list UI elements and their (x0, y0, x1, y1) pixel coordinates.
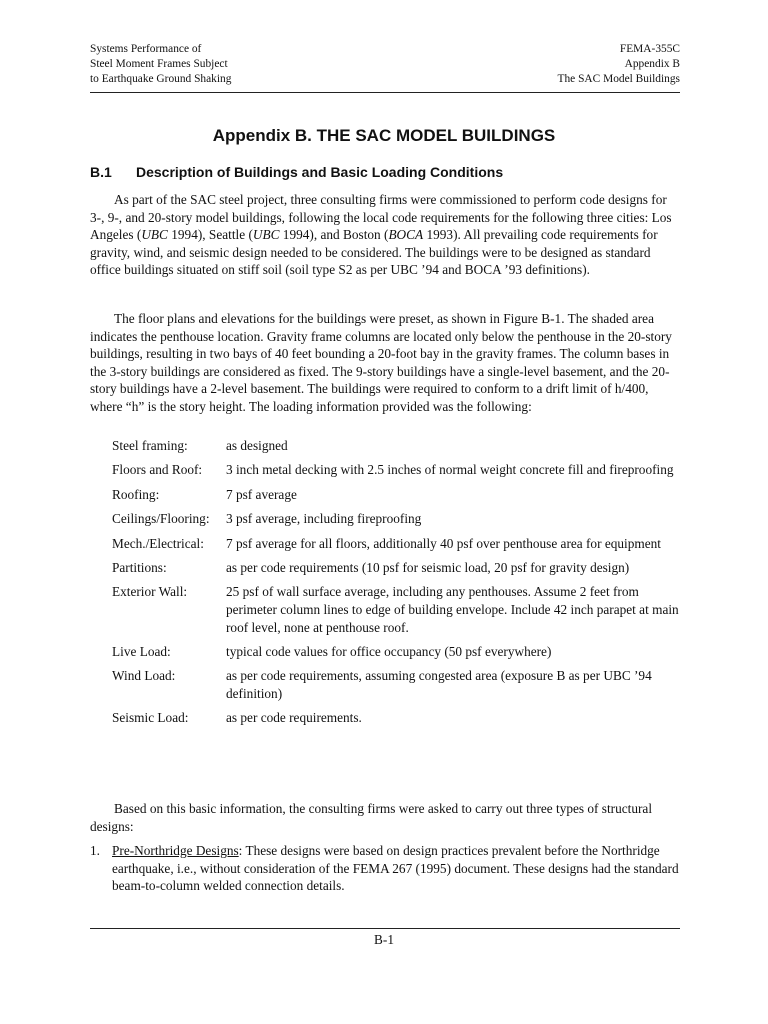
loading-term: Partitions: (112, 559, 167, 575)
loading-value: 7 psf average (226, 486, 297, 502)
loading-item (112, 709, 680, 727)
footer-divider (90, 928, 680, 929)
loading-item (112, 437, 680, 455)
list-body (112, 842, 680, 895)
loading-item (112, 535, 680, 553)
loading-term: Exterior Wall: (112, 584, 188, 600)
loading-item (112, 643, 680, 661)
loading-value: as per code requirements (10 psf for seismic load, 20 psf for gravity design) (226, 559, 630, 575)
loading-item (112, 583, 680, 636)
loading-term: Roofing: (112, 486, 160, 502)
loading-value: 7 psf average for all floors, additionally 40 psf over penthouse area for equipment (226, 535, 661, 551)
page-number: B-1 (374, 932, 394, 947)
text-run-italic: BOCA (388, 227, 424, 243)
loading-term: Mech./Electrical: (112, 535, 204, 551)
paragraph-floor-plans: The floor plans and elevations for the buildings were preset, as shown in Figure B-1. The shaded area indicates the penthouse location. Gravity frame columns are located only below the penthouse in the 20-story buildings, resulting in two bays of 40 feet bounding a 20-foot bay in the gravity frames. The column bases in the 3-story buildings are considered as fixed. The 9-story buildings have a single-level basement, and the 20-story buildings have a 2-level basement. The buildings were required to conform to a drift limit of h/400, where “h” is the story height. The loading information provided was the following: (90, 311, 672, 414)
loading-item (112, 461, 680, 479)
text-run: As part of the SAC steel project, three consulting firms were commissioned to perform code designs for 3-, 9-, and 20-story model buildings, following the local code requirements for the following three cities: Los Angeles ( (90, 192, 672, 243)
loading-item (112, 667, 680, 702)
loading-term: Ceilings/Flooring: (112, 511, 210, 527)
loading-term: Wind Load: (112, 668, 176, 684)
loading-value: 3 psf average, including fireproofing (226, 511, 422, 527)
text-run: 1994), Seattle ( (167, 227, 253, 243)
header-left-line: Steel Moment Frames Subject (90, 58, 228, 70)
header-right-line: Appendix B (624, 58, 680, 70)
loading-list (112, 437, 680, 734)
text-run-italic: UBC (141, 227, 168, 243)
page-title: Appendix B. THE SAC MODEL BUILDINGS (212, 126, 556, 145)
loading-item (112, 559, 680, 577)
loading-term: Floors and Roof: (112, 462, 203, 478)
loading-item (112, 510, 680, 528)
header-left-line: to Earthquake Ground Shaking (90, 73, 232, 85)
text-run: 1993). All prevailing code requirements for gravity, wind, and seismic design needed to be considered. The buildings were to be designed as standard office buildings situated on stiff soil (soil type S2 as per UBC ’94 and BOCA ’93 definitions). (90, 227, 658, 278)
text-run: 1994), and Boston ( (279, 227, 389, 243)
header-right (558, 42, 680, 87)
text-run-italic: UBC (252, 227, 280, 243)
section-title: Description of Buildings and Basic Loading Conditions (136, 164, 504, 180)
header-divider (90, 92, 680, 93)
loading-item (112, 486, 680, 504)
paragraph-intro (90, 191, 680, 279)
loading-value: as designed (226, 438, 288, 453)
header-right-line: FEMA-355C (619, 43, 680, 55)
loading-value: as per code requirements. (226, 710, 362, 726)
header-left (90, 42, 231, 87)
list-heading: Pre-Northridge Designs (112, 843, 239, 858)
loading-value: 3 inch metal decking with 2.5 inches of normal weight concrete fill and fireproofing (226, 462, 674, 478)
loading-value: 25 psf of wall surface average, including any penthouses. Assume 2 feet from perimeter column lines to edge of building envelope. Include 42 inch parapet at main roof level, none at penthouse roof. (226, 584, 679, 635)
paragraph-design-types: Based on this basic information, the consulting firms were asked to carry out three types of structural designs: (90, 801, 653, 834)
section-heading (90, 164, 503, 180)
loading-term: Live Load: (112, 643, 171, 659)
loading-term: Seismic Load: (112, 710, 189, 726)
list-number: 1. (90, 843, 100, 858)
numbered-list-item (90, 842, 680, 895)
section-number: B.1 (90, 164, 112, 180)
loading-value: typical code values for office occupancy (50 psf everywhere) (226, 643, 552, 659)
running-header (90, 42, 680, 87)
list-text: : These designs were based on design practices prevalent before the Northridge earthquake, i.e., without consideration of the FEMA 267 (1995) document. These designs had the standard beam-to-column welded connection details. (112, 843, 679, 894)
header-right-line: The SAC Model Buildings (557, 73, 680, 85)
loading-term: Steel framing: (112, 438, 188, 453)
loading-value: as per code requirements, assuming congested area (exposure B as per UBC ’94 definition) (226, 668, 652, 701)
header-left-line: Systems Performance of (90, 43, 202, 55)
